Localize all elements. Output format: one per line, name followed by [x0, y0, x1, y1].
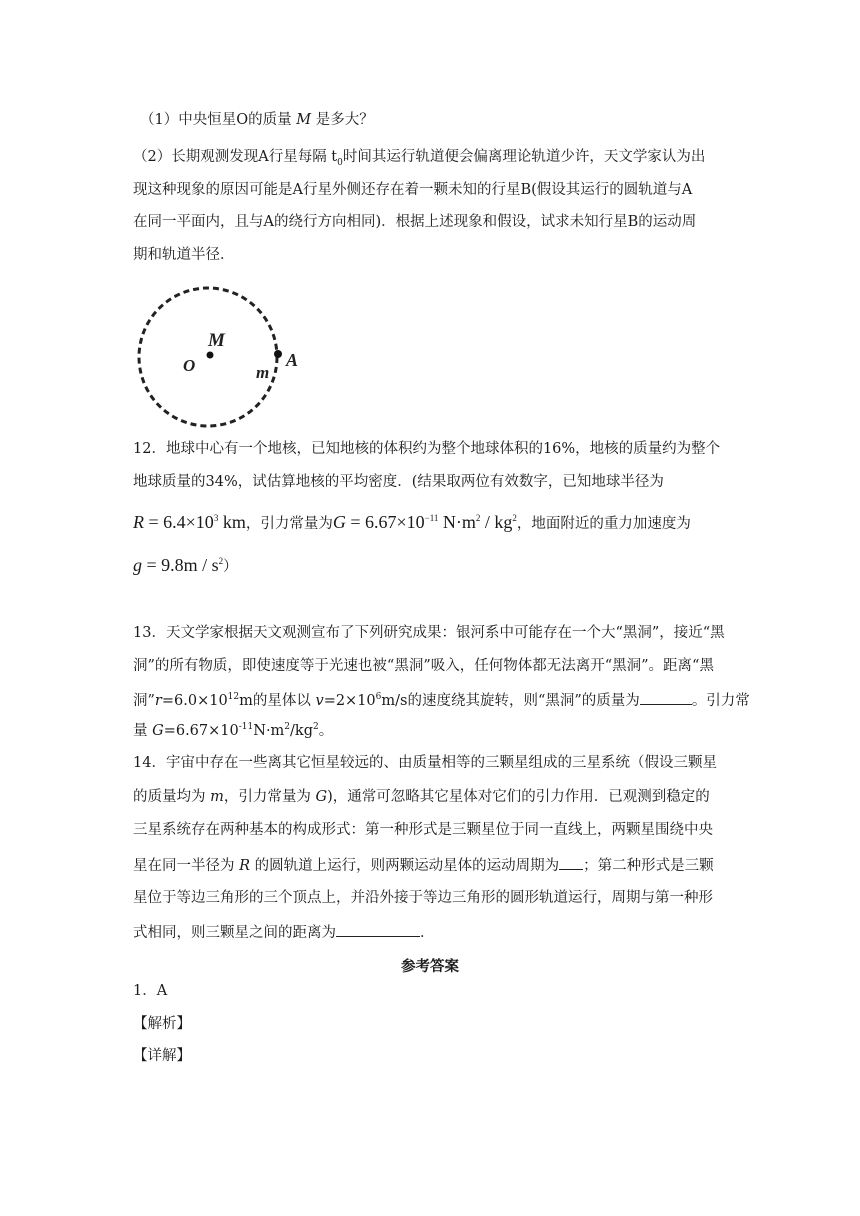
- q13-line2: 洞”的所有物质，即使速度等于光速也被“黑洞”吸入，任何物体都无法离开“黑洞”。距离“黑: [133, 658, 714, 674]
- analysis-heading: 【解析】: [133, 1016, 191, 1032]
- q13-line3-end: 。引力常: [691, 693, 750, 709]
- q12-close: ）: [223, 559, 238, 575]
- q12-line1: 12．地球中心有一个地核，已知地核的体积约为整个地球体积的16%，地核的质量约为整个: [133, 441, 721, 457]
- label-o: O: [183, 356, 196, 375]
- q11-part2-line2: 现这种现象的原因可能是A行星外侧还存在着一颗未知的行星B(假设其运行的圆轨道与A: [133, 182, 693, 198]
- q11-part2-line4: 期和轨道半径．: [133, 247, 235, 263]
- q12-line3: [133, 509, 691, 537]
- q13-answer-blank[interactable]: [640, 689, 692, 705]
- q13-line4: 量 $G=6.67\times 10^{-11}N\cdot m^2/kg^2$。: [133, 722, 334, 739]
- q14-line6-text: 式相同，则三颗星之间的距离为: [133, 925, 336, 941]
- q14-period-blank[interactable]: [559, 854, 583, 870]
- gravity-constant-formula: $G = 6.67\times 10^{-11}$ $N\cdot m^2 / kg^2$: [332, 512, 517, 532]
- q14-line4: 星在同一半径为 R 的圆轨道上运行，则两颗运动星体的运动周期为 ；第二种形式是三颗: [133, 854, 714, 876]
- q12-mid-text: ，引力常量为: [245, 516, 333, 532]
- orbit-diagram: [130, 284, 299, 430]
- g-formula: $g = 9.8m / s^2$: [133, 555, 224, 575]
- q14-line3: 三星系统存在两种基本的构成形式：第一种形式是三颗星位于同一直线上，两颗星围绕中央: [133, 822, 713, 838]
- q12-line2: 地球质量的34%，试估算地核的平均密度．(结果取两位有效数字，已知地球半径为: [133, 474, 664, 490]
- planet-a-dot: [274, 350, 282, 358]
- star-o-dot: [207, 352, 214, 359]
- q14-distance-blank[interactable]: [336, 921, 420, 937]
- answers-title: 参考答案: [401, 958, 459, 975]
- q12-line4: [133, 552, 238, 580]
- q13-line1: 13．天文学家根据天文观测宣布了下列研究成果：银河系中可能存在一个大“黑洞”，接近“黑: [133, 625, 725, 641]
- label-a: A: [286, 350, 299, 370]
- q12-tail-text: ，地面附近的重力加速度为: [516, 516, 691, 532]
- label-m-small: m: [256, 363, 270, 382]
- q11-part1: （1）中央恒星O的质量 M 是多大？: [140, 112, 374, 128]
- radius-formula: $R = 6.4\times 10^3$ km: [133, 512, 246, 532]
- q14-line1: 14．宇宙中存在一些离其它恒星较远的、由质量相等的三颗星组成的三星系统（假设三颗星: [133, 755, 717, 771]
- q14-line6-end: ．: [420, 925, 435, 941]
- label-m-mass: M: [208, 330, 225, 351]
- detail-heading: 【详解】: [133, 1048, 191, 1064]
- q14-line6: [133, 921, 435, 943]
- q14-line2: 的质量均为 m，引力常量为 G)，通常可忽略其它星体对它们的引力作用．已观测到稳定的: [133, 789, 710, 805]
- q11-part2-line3: 在同一平面内，且与A的绕行方向相同)．根据上述现象和假设，试求未知行星B的运动周: [133, 214, 697, 230]
- q11-part2-line1: （2）长期观测发现A行星每隔 $t_0$时间其运行轨道便会偏离理论轨道少许，天文学家认为出: [133, 149, 706, 168]
- q14-line5: 星位于等边三角形的三个顶点上，并沿外接于等边三角形的圆形轨道运行，周期与第一种形: [133, 890, 713, 906]
- q13-line3: 洞$”r=6.0\times 10^{12}m$的星体以 $v=2\times 10^6m/s$的速度绕其旋转，则“黑洞”的质量为 。引力常: [133, 689, 750, 711]
- answer-1: 1．A: [133, 983, 168, 999]
- q14-line4-end: ；第二种形式是三颗: [583, 858, 714, 874]
